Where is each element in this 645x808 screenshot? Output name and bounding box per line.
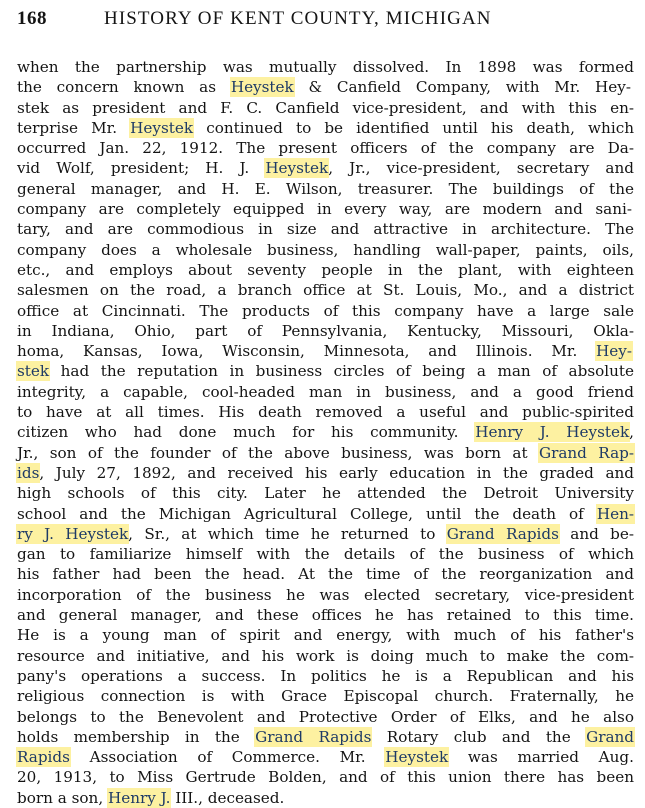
text-line <box>17 158 634 178</box>
text-segment: , July 27, 1892, and received his early education in the graded and <box>39 463 634 482</box>
text-line <box>17 57 634 77</box>
text-segment: Association of Commerce. Mr. <box>69 748 386 767</box>
highlighted-term: Hey- <box>596 342 632 361</box>
text-line <box>17 98 634 118</box>
text-segment: III., deceased. <box>170 788 285 807</box>
text-line <box>17 422 634 442</box>
text-segment: incorporation of the business he was elected secretary, vice-president <box>17 585 634 604</box>
text-line <box>17 321 634 341</box>
text-segment: and general manager, and these offices he has retained to this time. <box>17 606 634 625</box>
text-segment: continued to be identified until his death, which <box>193 118 634 137</box>
text-line <box>17 646 634 666</box>
highlighted-term: Rapids <box>17 748 70 767</box>
text-line <box>17 666 634 686</box>
highlighted-term: Heystek <box>230 78 294 97</box>
body-text <box>17 57 634 808</box>
text-segment: salesmen on the road, a branch office at St. Louis, Mo., and a district <box>17 281 634 300</box>
text-segment: , <box>629 423 634 442</box>
text-segment: Jr., son of the founder of the above business, was born at <box>17 443 539 462</box>
text-segment: school and the Michigan Agricultural College, until the death of <box>17 504 597 523</box>
text-line <box>17 585 634 605</box>
highlighted-term: Grand Rapids <box>446 524 559 543</box>
text-line <box>17 118 634 138</box>
text-segment: pany's operations a success. In politics he is a Republican and his <box>17 666 634 685</box>
text-line <box>17 605 634 625</box>
text-line <box>17 260 634 280</box>
text-segment: was married Aug. <box>448 748 634 767</box>
text-segment: when the partnership was mutually dissolved. In 1898 was formed <box>17 58 634 76</box>
text-segment: etc., and employs about seventy people in the plant, with eighteen <box>17 260 634 279</box>
text-segment: company does a wholesale business, handling wall-paper, paints, oils, <box>17 240 634 259</box>
highlighted-term: Grand Rap- <box>538 443 634 462</box>
text-segment: occurred Jan. 22, 1912. The present officers of the company are Da- <box>17 139 634 158</box>
text-line <box>17 219 634 239</box>
text-segment: citizen who had done much for his community. <box>17 423 476 442</box>
text-line <box>17 686 634 706</box>
text-line <box>17 199 632 219</box>
text-segment: company are completely equipped in every way, are modern and sani- <box>17 200 632 219</box>
text-segment: office at Cincinnati. The products of this company have a large sale <box>17 301 634 320</box>
text-segment: terprise Mr. <box>17 118 131 137</box>
text-segment: and be- <box>558 524 634 543</box>
highlighted-term: Heystek <box>265 159 329 178</box>
text-line <box>17 788 377 808</box>
page-number: 168 <box>17 8 47 29</box>
text-line <box>17 361 634 381</box>
text-segment: 20, 1913, to Miss Gertrude Bolden, and of this union there has been <box>17 768 634 787</box>
highlighted-term: Grand <box>586 727 635 746</box>
text-segment: born a son, <box>17 788 108 807</box>
text-line <box>17 382 634 402</box>
text-line <box>17 77 631 97</box>
text-line <box>17 463 634 483</box>
text-segment: , Jr., vice-president, secretary and <box>328 159 634 178</box>
highlighted-term: ry J. Heystek <box>17 524 129 543</box>
text-line <box>17 179 634 199</box>
text-segment: , Sr., at which time he returned to <box>128 524 447 543</box>
text-segment: the concern known as <box>17 78 231 97</box>
text-segment: holds membership in the <box>17 727 256 746</box>
text-segment: integrity, a capable, cool-headed man in business, and a good friend <box>17 382 634 401</box>
text-line <box>17 727 634 747</box>
text-line <box>17 443 634 463</box>
highlighted-term: Henry J. <box>108 788 171 807</box>
text-segment: religious connection is with Grace Episcopal church. Fraternally, he <box>17 687 634 706</box>
text-segment: He is a young man of spirit and energy, with much of his father's <box>17 626 634 645</box>
highlighted-term: ids <box>17 463 40 482</box>
text-segment: & Canfield Company, with Mr. Hey- <box>293 78 631 97</box>
highlighted-term: stek <box>17 362 50 381</box>
text-line <box>17 767 634 787</box>
text-line <box>17 240 634 260</box>
text-segment: to have at all times. His death removed a useful and public-spirited <box>17 403 634 422</box>
text-segment: had the reputation in business circles of being a man of absolute <box>49 362 634 381</box>
text-segment: high schools of this city. Later he attended the Detroit University <box>17 484 634 503</box>
running-title: HISTORY OF KENT COUNTY, MICHIGAN <box>104 8 492 29</box>
highlighted-term: Henry J. Heystek <box>475 423 630 442</box>
text-segment: gan to familiarize himself with the details of the business of which <box>17 545 634 564</box>
text-line <box>17 341 632 361</box>
text-line <box>17 483 634 503</box>
text-line <box>17 280 634 300</box>
highlighted-term: Hen- <box>596 504 634 523</box>
text-segment: homa, Kansas, Iowa, Wisconsin, Minnesota, and Illinois. Mr. <box>17 342 597 361</box>
text-line <box>17 301 634 321</box>
text-segment: vid Wolf, president; H. J. <box>17 159 266 178</box>
text-line <box>17 504 634 524</box>
text-line <box>17 747 634 767</box>
text-line <box>17 544 634 564</box>
text-line <box>17 524 634 544</box>
text-line <box>17 625 634 645</box>
text-segment: stek as president and F. C. Canfield vice-president, and with this en- <box>17 98 634 117</box>
text-line <box>17 564 634 584</box>
text-line <box>17 707 634 727</box>
text-segment: Rotary club and the <box>371 727 587 746</box>
text-segment: belongs to the Benevolent and Protective Order of Elks, and he also <box>17 707 634 726</box>
text-segment: tary, and are commodious in size and attractive in architecture. The <box>17 220 634 239</box>
text-segment: resource and initiative, and his work is doing much to make the com- <box>17 646 634 665</box>
highlighted-term: Grand Rapids <box>255 727 372 746</box>
text-line <box>17 402 634 422</box>
text-segment: his father had been the head. At the time of the reorganization and <box>17 565 634 584</box>
highlighted-term: Heystek <box>385 748 449 767</box>
highlighted-term: Heystek <box>130 118 194 137</box>
text-segment: general manager, and H. E. Wilson, treasurer. The buildings of the <box>17 179 634 198</box>
text-line <box>17 138 634 158</box>
text-segment: in Indiana, Ohio, part of Pennsylvania, Kentucky, Missouri, Okla- <box>17 321 634 340</box>
